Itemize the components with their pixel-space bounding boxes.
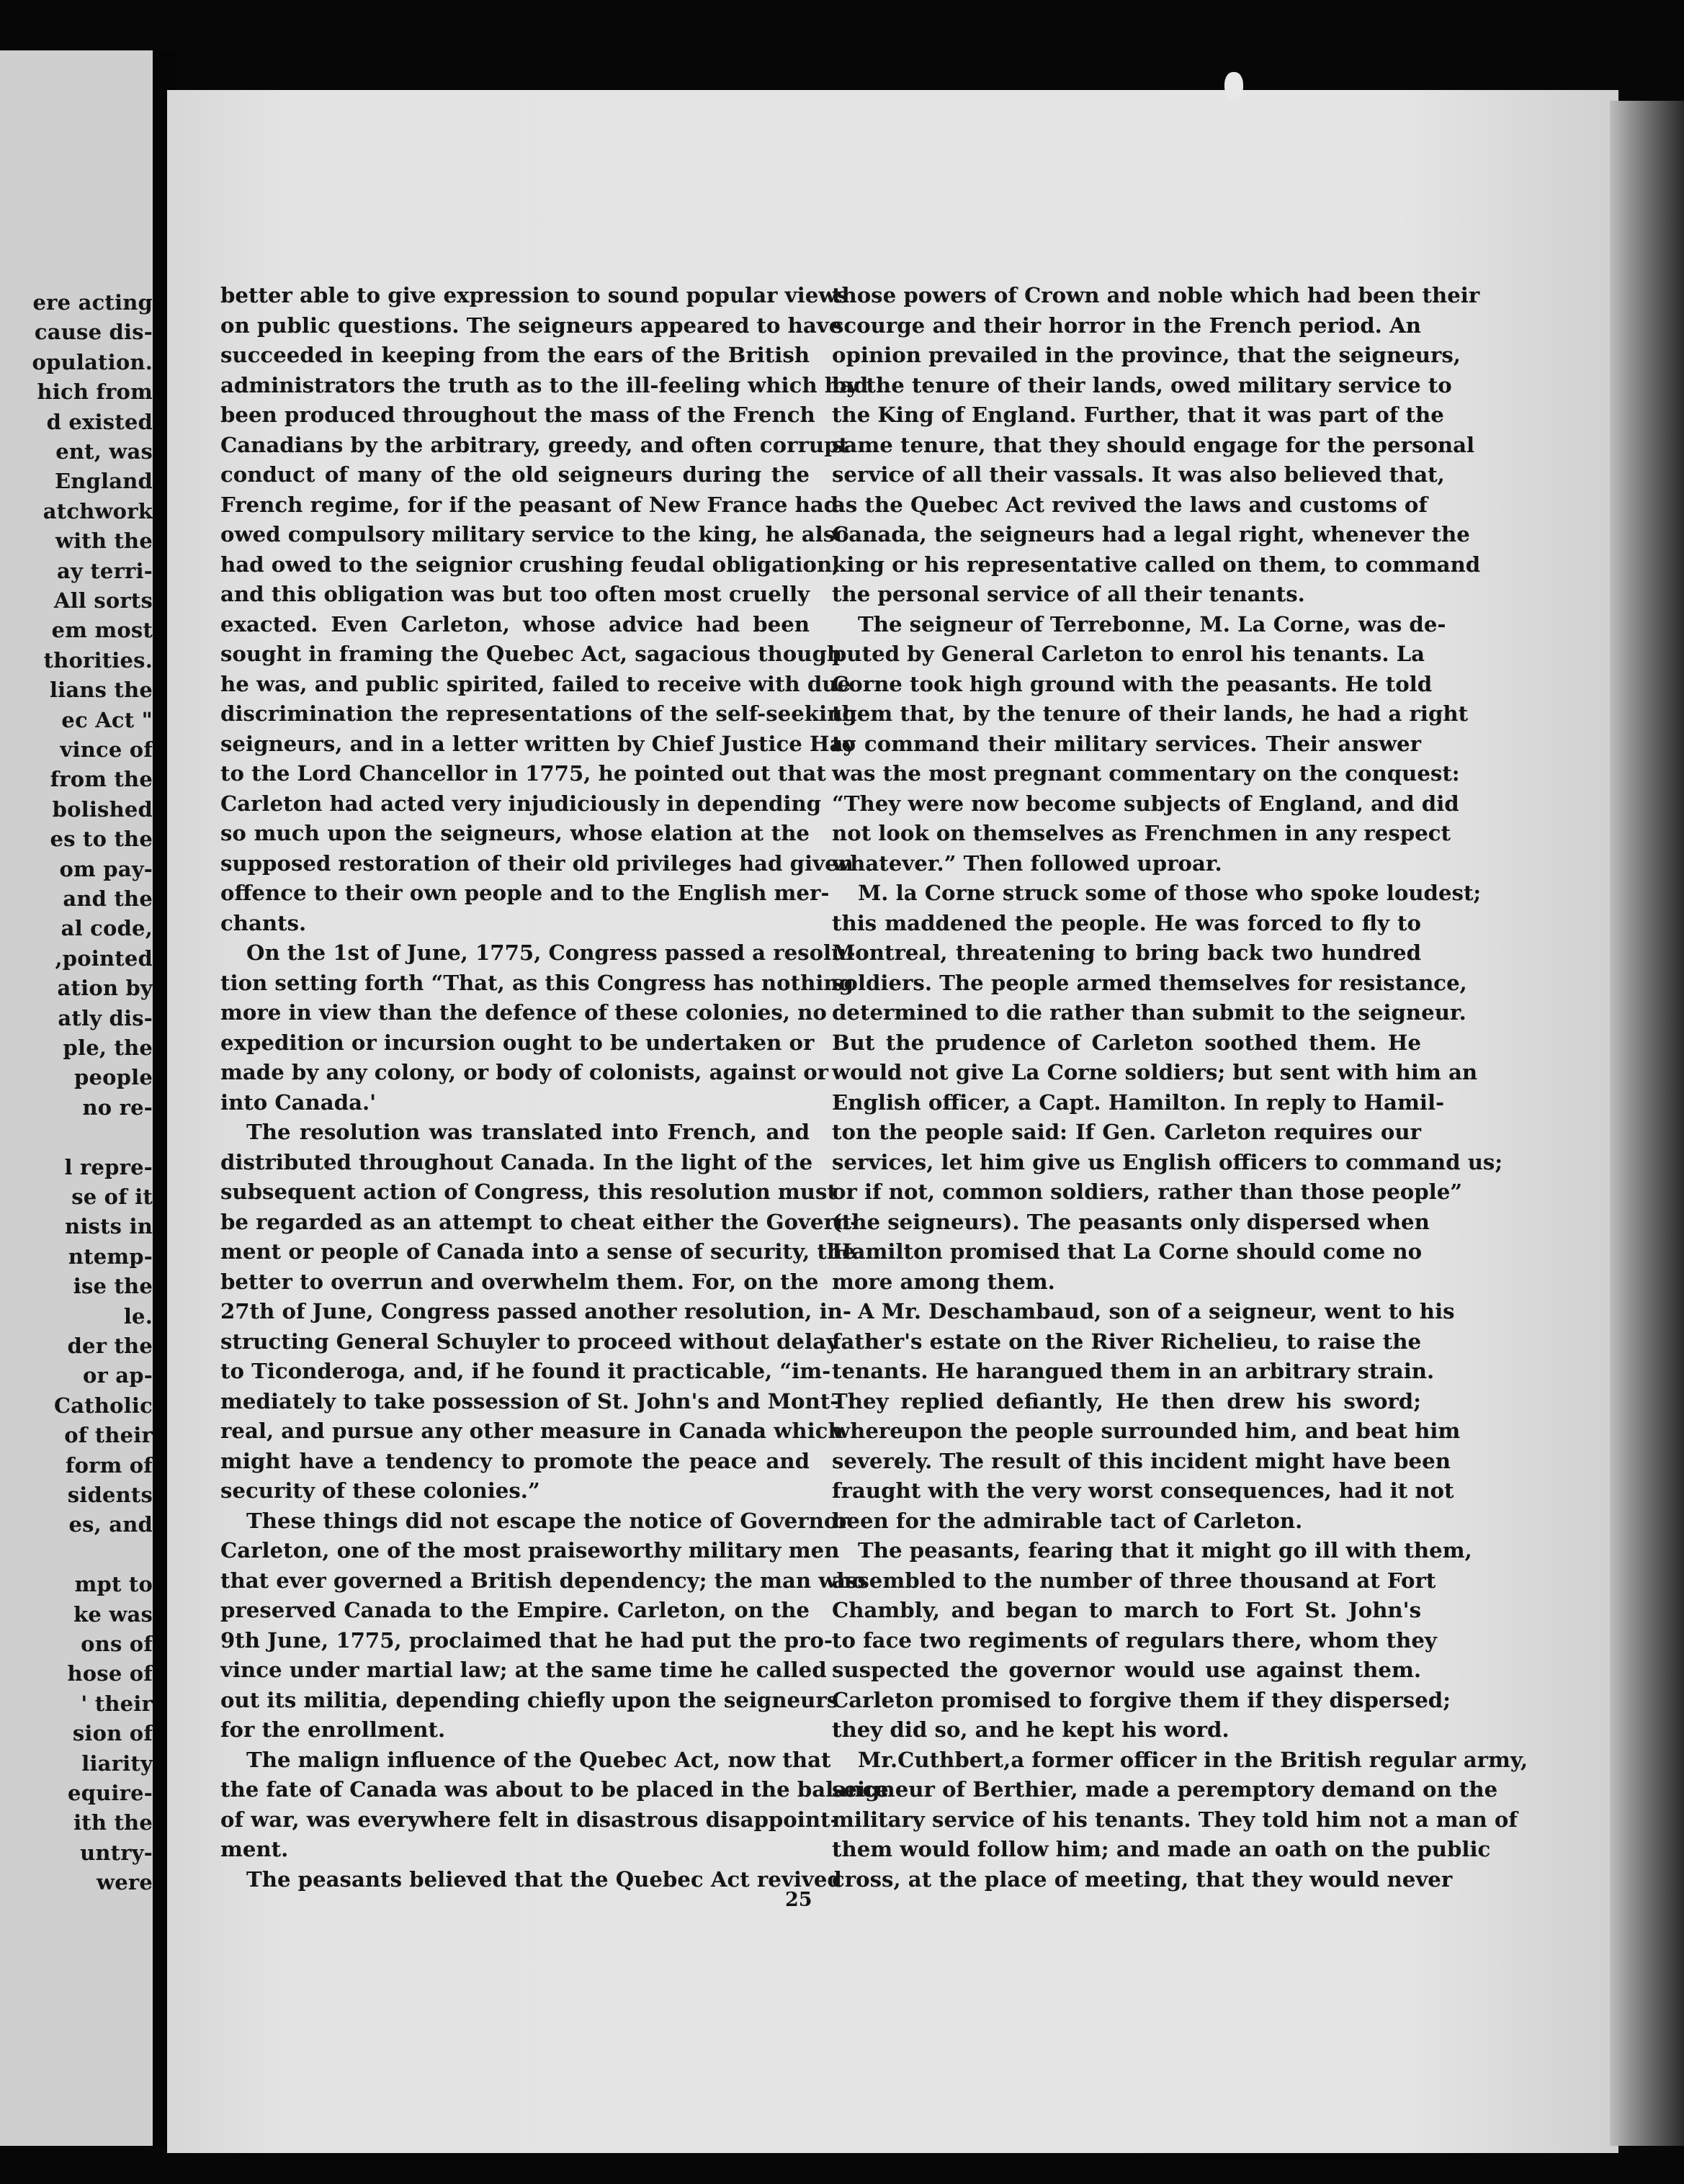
fragment-line: ith the (73, 1810, 153, 1835)
text-line: M. la Corne struck some of those who spoke loudest; (858, 881, 1482, 905)
text-line: 27th of June, Congress passed another resolution, in- (220, 1299, 852, 1324)
fragment-line: es, and (68, 1512, 153, 1537)
text-line: (the seigneurs). The peasants only dispersed when (832, 1209, 1430, 1234)
text-line: offence to their own people and to the English mer- (220, 881, 830, 905)
text-line: tion setting forth “That, as this Congress has nothing (220, 970, 854, 995)
text-line: The peasants, fearing that it might go ill with them, (858, 1538, 1472, 1563)
fragment-line: em most (51, 618, 153, 643)
text-line: French regime, for if the peasant of New France had (220, 492, 839, 517)
facing-page-fragment (0, 50, 153, 2146)
text-line: been for the admirable tact of Carleton. (832, 1508, 1303, 1533)
fragment-line: ent, was (55, 439, 153, 464)
text-line: to Ticonderoga, and, if he found it practicable, “im- (220, 1359, 831, 1383)
fragment-line: people (73, 1065, 153, 1090)
text-line: he was, and public spirited, failed to receive with due (220, 671, 851, 696)
fragment-line: from the (50, 767, 153, 792)
text-line: the King of England. Further, that it was part of the (832, 403, 1444, 427)
text-line: fraught with the very worst consequences, had it not (832, 1478, 1454, 1503)
fragment-line: liarity (81, 1751, 153, 1776)
text-line: Corne took high ground with the peasants. He told (832, 671, 1433, 696)
text-line: subsequent action of Congress, this resolution must (220, 1179, 837, 1204)
text-line: of war, was everywhere felt in disastrous disappoint- (220, 1807, 839, 1832)
text-line: determined to die rather than submit to the seigneur. (832, 1000, 1466, 1025)
text-line: better to overrun and overwhelm them. For, on the (220, 1269, 819, 1294)
text-line: The malign influence of the Quebec Act, now that (246, 1747, 831, 1772)
text-line: better able to give expression to sound popular views (220, 283, 848, 307)
text-line: seigneurs, and in a letter written by Chief Justice Hay (220, 731, 856, 756)
text-line: expedition or incursion ought to be undertaken or (220, 1030, 815, 1055)
text-line: whereupon the people surrounded him, and beat him (832, 1419, 1461, 1443)
fragment-line: All sorts (53, 588, 153, 613)
text-line: sought in framing the Quebec Act, sagacious though (220, 642, 843, 666)
fragment-line: ple, the (63, 1035, 153, 1060)
fragment-line: es to the (50, 827, 153, 852)
text-line: discrimination the representations of the self-seeking (220, 701, 857, 726)
fragment-line: l repre- (64, 1154, 153, 1179)
text-line: Carleton, one of the most praiseworthy military men (220, 1538, 840, 1563)
text-line: succeeded in keeping from the ears of the British (220, 343, 810, 367)
fragment-line: and the (63, 886, 153, 911)
fragment-line: with the (55, 529, 153, 554)
text-line: services, let him give us English officers to command us; (832, 1149, 1503, 1174)
text-line: tenants. He harangued them in an arbitrary strain. (832, 1359, 1435, 1383)
fragment-line: mpt to (74, 1572, 153, 1597)
text-line: ment. (220, 1837, 289, 1861)
text-line: this maddened the people. He was forced to fly to (832, 910, 1421, 935)
text-line: 9th June, 1775, proclaimed that he had put the pro- (220, 1627, 833, 1653)
text-line: or if not, common soldiers, rather than those people” (832, 1179, 1463, 1204)
fragment-line: atly dis- (58, 1005, 153, 1030)
text-line: English officer, a Capt. Hamilton. In reply to Hamil- (832, 1089, 1445, 1115)
text-column-left (220, 281, 889, 1895)
text-line: be regarded as an attempt to cheat either the Govern- (220, 1209, 859, 1234)
text-line: out its militia, depending chiefly upon the seigneurs (220, 1687, 839, 1712)
fragment-line: hose of (67, 1661, 153, 1686)
text-line: cross, at the place of meeting, that they would never (832, 1866, 1453, 1892)
text-line: to command their military services. Their answer (832, 731, 1421, 756)
text-line: made by any colony, or body of colonists, against or (220, 1060, 829, 1084)
text-line: puted by General Carleton to enrol his tenants. La (832, 642, 1425, 666)
text-line: preserved Canada to the Empire. Carleton, on the (220, 1598, 810, 1622)
text-line: the personal service of all their tenants. (832, 582, 1305, 606)
text-column-right (832, 281, 1528, 1895)
text-line: whatever.” Then followed uproar. (832, 850, 1222, 876)
text-line: for the enrollment. (220, 1717, 446, 1742)
text-line: father's estate on the River Richelieu, to raise the (832, 1329, 1422, 1354)
text-line: to the Lord Chancellor in 1775, he pointed out that (220, 761, 826, 786)
text-line: owed compulsory military service to the king, he also (220, 522, 849, 547)
text-line: A Mr. Deschambaud, son of a seigneur, went to his (858, 1299, 1455, 1324)
fragment-line: England (54, 469, 153, 494)
text-line: Chambly, and began to march to Fort St. John's (832, 1598, 1421, 1622)
text-line: chants. (220, 910, 307, 935)
binding-notch (1224, 72, 1243, 99)
text-line: Carleton had acted very injudiciously in depending (220, 791, 822, 816)
text-line: suspected the governor would use against them. (832, 1658, 1421, 1682)
text-line: distributed throughout Canada. In the light of the (220, 1149, 813, 1174)
text-line: those powers of Crown and noble which had been their (832, 283, 1480, 307)
text-line: had owed to the seignior crushing feudal obligation, (220, 552, 840, 577)
text-line: been produced throughout the mass of the French (220, 403, 815, 427)
text-line: ment or people of Canada into a sense of security, the (220, 1239, 856, 1264)
text-line: mediately to take possession of St. John's and Mont- (220, 1388, 839, 1414)
fragment-line: ons of (81, 1632, 153, 1656)
text-line: they did so, and he kept his word. (832, 1717, 1230, 1742)
text-line: security of these colonies.” (220, 1478, 540, 1503)
text-line: Carleton promised to forgive them if they dispersed; (832, 1687, 1451, 1712)
text-line: them would follow him; and made an oath on the public (832, 1837, 1491, 1861)
fragment-line: ise the (73, 1274, 153, 1299)
text-line: real, and pursue any other measure in Canada which (220, 1419, 843, 1443)
text-line: the fate of Canada was about to be placed in the balance (220, 1777, 889, 1802)
fragment-line: ,pointed (55, 945, 153, 971)
fragment-line: atchwork (42, 498, 153, 523)
text-line: supposed restoration of their old privileges had given (220, 850, 854, 876)
text-line: service of all their vassals. It was also believed that, (832, 462, 1445, 487)
text-line: king or his representative called on them, to command (832, 552, 1481, 577)
text-line: severely. The result of this incident might have been (832, 1448, 1451, 1473)
text-line: more among them. (832, 1269, 1055, 1294)
fragment-line: vince of (60, 737, 153, 762)
text-line: The peasants believed that the Quebec Act revived (246, 1866, 842, 1892)
fragment-line: om pay- (59, 856, 153, 881)
page-number: 25 (785, 1889, 812, 1911)
fragment-line: Catholic (54, 1393, 153, 1418)
text-line: seigneur of Berthier, made a peremptory demand on the (832, 1777, 1498, 1802)
fragment-line: der the (67, 1334, 153, 1358)
fragment-line: ec Act " (61, 707, 153, 732)
fragment-line: untry- (80, 1840, 153, 1865)
text-line: They replied defiantly, He then drew his sword; (832, 1388, 1421, 1414)
text-line: by the tenure of their lands, owed military service to (832, 372, 1452, 397)
fragment-line: d existed (46, 409, 153, 434)
text-line: The resolution was translated into French, and (246, 1120, 810, 1144)
fragment-line: lians the (49, 678, 153, 703)
fragment-line: ation by (57, 976, 153, 1001)
text-line: opinion prevailed in the province, that the seigneurs, (832, 343, 1461, 367)
text-line: exacted. Even Carleton, whose advice had been (220, 611, 810, 637)
fragment-line: le. (123, 1303, 153, 1329)
text-line: on public questions. The seigneurs appeared to have (220, 313, 843, 338)
fragment-line: no re- (82, 1095, 153, 1120)
text-line: Canada, the seigneurs had a legal right, whenever the (832, 522, 1470, 547)
text-line: structing General Schuyler to proceed without delay (220, 1329, 838, 1354)
text-line: The seigneur of Terrebonne, M. La Corne, was de- (858, 611, 1446, 637)
text-line: them that, by the tenure of their lands, he had a right (832, 701, 1469, 726)
text-line: ton the people said: If Gen. Carleton requires our (832, 1120, 1421, 1144)
text-line: Montreal, threatening to bring back two hundred (832, 940, 1421, 965)
text-line: was the most pregnant commentary on the conquest: (832, 761, 1460, 786)
text-line: soldiers. The people armed themselves for resistance, (832, 970, 1467, 995)
fragment-line: ere acting (32, 290, 153, 315)
fragment-line: nists in (65, 1214, 153, 1239)
fragment-line: sion of (72, 1721, 153, 1746)
text-line: not look on themselves as Frenchmen in any respect (832, 821, 1451, 845)
text-line: Mr.Cuthbert,a former officer in the British regular army, (858, 1747, 1528, 1772)
fragment-line: cause dis- (34, 320, 153, 345)
fragment-line: ke was (73, 1601, 153, 1627)
fragment-line: ' their (81, 1691, 153, 1716)
text-line: conduct of many of the old seigneurs during the (220, 462, 810, 487)
text-line: administrators the truth as to the ill-feeling which had (220, 372, 869, 397)
text-line: and this obligation was but too often most cruelly (220, 582, 810, 606)
fragment-line: thorities. (43, 647, 153, 673)
text-line: assembled to the number of three thousand at Fort (832, 1568, 1436, 1593)
fragment-line: ntemp- (68, 1244, 153, 1269)
text-line: But the prudence of Carleton soothed them. He (832, 1030, 1421, 1055)
fragment-line: ay terri- (57, 558, 153, 583)
text-line: into Canada.' (220, 1089, 377, 1115)
fragment-line: al code, (61, 916, 153, 941)
text-line: that ever governed a British dependency; the man who (220, 1568, 866, 1593)
fragment-line: of their (64, 1423, 153, 1448)
text-line: military service of his tenants. They told him not a man of (832, 1807, 1518, 1832)
fragment-line: opulation. (32, 349, 153, 374)
text-line: might have a tendency to promote the peace and (220, 1448, 810, 1473)
fragment-line: were (97, 1870, 153, 1895)
text-line: same tenure, that they should engage for the personal (832, 432, 1475, 457)
fragment-line: form of (65, 1452, 153, 1478)
fragment-line: or ap- (82, 1363, 153, 1388)
text-line: These things did not escape the notice of Governor (246, 1508, 849, 1533)
fragment-line: hich from (37, 379, 153, 405)
text-line: “They were now become subjects of England, and did (832, 791, 1459, 816)
text-line: Hamilton promised that La Corne should come no (832, 1239, 1423, 1264)
fragment-line: bolished (52, 796, 153, 822)
text-line: scourge and their horror in the French period. An (832, 313, 1421, 338)
text-line: to face two regiments of regulars there, whom they (832, 1627, 1437, 1653)
text-line: vince under martial law; at the same time he called (220, 1658, 827, 1682)
text-line: so much upon the seigneurs, whose elation at the (220, 821, 810, 845)
text-line: more in view than the defence of these colonies, no (220, 1000, 827, 1025)
text-line: would not give La Corne soldiers; but sent with him an (832, 1060, 1478, 1084)
fragment-line: sidents (67, 1483, 153, 1507)
text-line: Canadians by the arbitrary, greedy, and often corrupt (220, 432, 848, 457)
text-line: On the 1st of June, 1775, Congress passed a resolu- (246, 940, 856, 965)
fragment-line: equire- (68, 1781, 153, 1805)
page-edge-shadow (1610, 101, 1684, 2146)
text-line: as the Quebec Act revived the laws and customs of (832, 492, 1428, 517)
fragment-line: se of it (71, 1185, 153, 1209)
